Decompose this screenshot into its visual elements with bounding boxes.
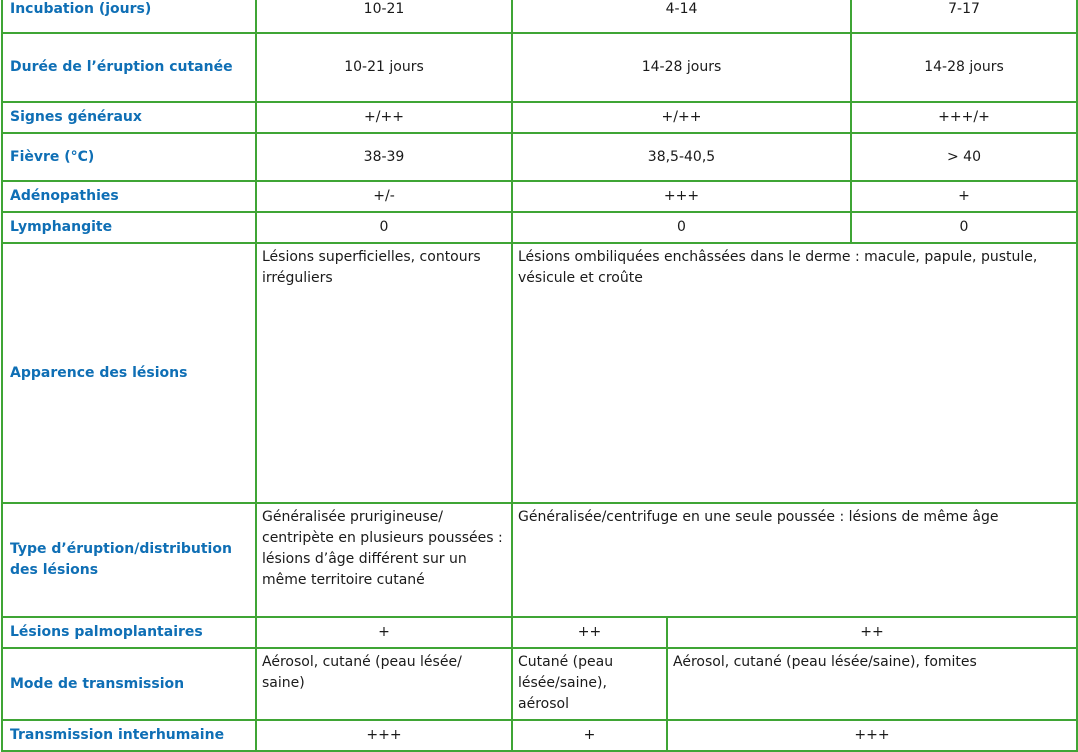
row-header-interhuman-transmission: Transmission interhumaine — [2, 720, 256, 751]
table-cell: ++ — [667, 617, 1077, 648]
table-cell: 4-14 — [512, 0, 851, 33]
table-cell: Généralisée prurigineuse/ centripète en plusieurs poussées : lésions d’âge différent sur un même territoire cutané — [256, 503, 512, 617]
table-row — [2, 720, 1077, 751]
table-cell: 0 — [512, 212, 851, 243]
table-row — [2, 617, 1077, 648]
table-cell: 0 — [851, 212, 1077, 243]
table-cell: 0 — [256, 212, 512, 243]
table-cell: + — [851, 181, 1077, 212]
row-header-incubation: Incubation (jours) — [2, 0, 256, 33]
table-cell: + — [256, 617, 512, 648]
table-cell: Aérosol, cutané (peau lésée/ saine) — [256, 648, 512, 720]
table-row — [2, 243, 1077, 503]
table-cell: 38,5-40,5 — [512, 133, 851, 181]
table-cell: +++ — [512, 181, 851, 212]
table-cell: 10-21 jours — [256, 33, 512, 102]
row-header-fever: Fièvre (°C) — [2, 133, 256, 181]
row-header-palmoplantar: Lésions palmoplantaires — [2, 617, 256, 648]
comparison-table — [1, 0, 1078, 752]
row-header-general-signs: Signes généraux — [2, 102, 256, 133]
table-cell: Généralisée/centrifuge en une seule poussée : lésions de même âge — [512, 503, 1077, 617]
table-cell: 38-39 — [256, 133, 512, 181]
table-cell: +/- — [256, 181, 512, 212]
table-cell: 7-17 — [851, 0, 1077, 33]
table-row — [2, 212, 1077, 243]
table-cell: 10-21 — [256, 0, 512, 33]
table-cell: +++ — [667, 720, 1077, 751]
table-cell: +/++ — [256, 102, 512, 133]
table-row — [2, 133, 1077, 181]
table-row — [2, 648, 1077, 720]
table-cell: +++ — [256, 720, 512, 751]
table-row — [2, 181, 1077, 212]
table-cell: ++ — [512, 617, 667, 648]
row-header-adenopathies: Adénopathies — [2, 181, 256, 212]
table-row — [2, 33, 1077, 102]
table-row — [2, 102, 1077, 133]
table-cell: +++/+ — [851, 102, 1077, 133]
table-row — [2, 0, 1077, 33]
row-header-lesion-appearance: Apparence des lésions — [2, 243, 256, 503]
table-cell: Aérosol, cutané (peau lésée/saine), fomites — [667, 648, 1077, 720]
table-row — [2, 503, 1077, 617]
row-header-eruption-type: Type d’éruption/distribution des lésions — [2, 503, 256, 617]
table-cell: Cutané (peau lésée/saine), aérosol — [512, 648, 667, 720]
row-header-duration: Durée de l’éruption cutanée — [2, 33, 256, 102]
table-cell: 14-28 jours — [851, 33, 1077, 102]
table-cell: Lésions ombiliquées enchâssées dans le derme : macule, papule, pustule, vésicule et croûte — [512, 243, 1077, 503]
table-cell: > 40 — [851, 133, 1077, 181]
table-cell: Lésions superficielles, contours irréguliers — [256, 243, 512, 503]
table-cell: + — [512, 720, 667, 751]
table-cell: +/++ — [512, 102, 851, 133]
table-cell: 14-28 jours — [512, 33, 851, 102]
row-header-transmission-mode: Mode de transmission — [2, 648, 256, 720]
row-header-lymphangitis: Lymphangite — [2, 212, 256, 243]
